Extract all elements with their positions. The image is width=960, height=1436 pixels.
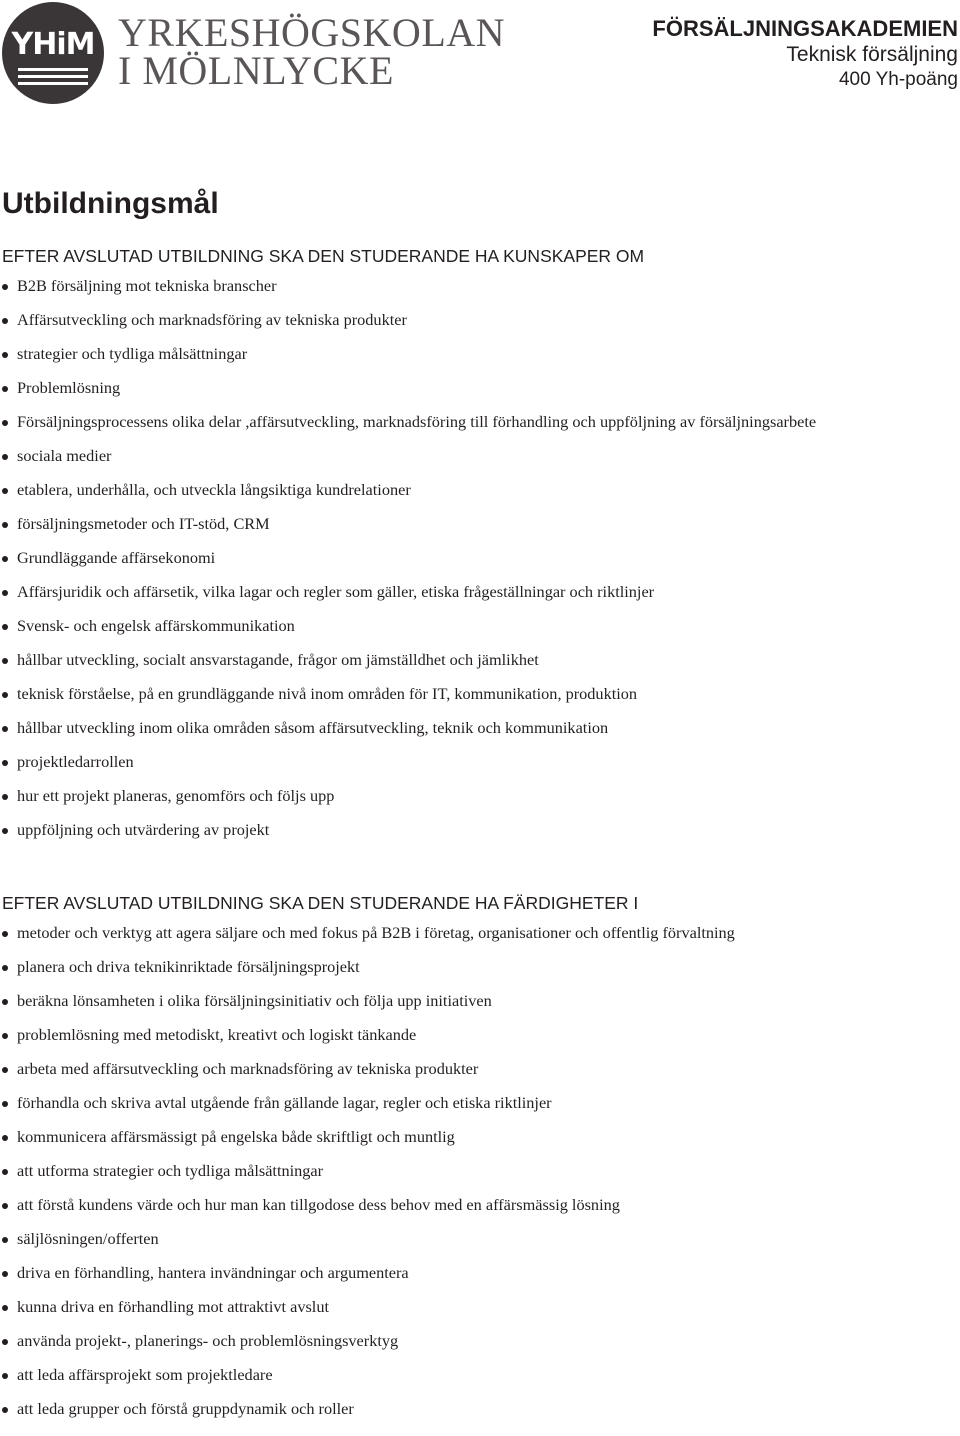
list-item xyxy=(0,446,960,483)
bullet-icon xyxy=(2,692,8,698)
bullet-icon xyxy=(2,1101,8,1107)
list-item-text: sociala medier xyxy=(17,446,112,465)
list-item xyxy=(0,1059,960,1096)
list-item xyxy=(0,1331,960,1368)
school-name-line2: I MÖLNLYCKE xyxy=(118,48,394,93)
program-info xyxy=(652,16,958,92)
list-item-text: säljlösningen/offerten xyxy=(17,1229,159,1248)
list-item-text: försäljningsmetoder och IT-stöd, CRM xyxy=(17,514,270,533)
list-item-text: planera och driva teknikinriktade försäljningsprojekt xyxy=(17,957,360,976)
section-heading-knowledge: EFTER AVSLUTAD UTBILDNING SKA DEN STUDERANDE HA KUNSKAPER OM xyxy=(2,246,645,266)
bullet-icon xyxy=(2,1033,8,1039)
bullet-icon xyxy=(2,488,8,494)
bullet-icon xyxy=(2,386,8,392)
list-item-text: driva en förhandling, hantera invändningar och argumentera xyxy=(17,1263,409,1282)
list-item xyxy=(0,1229,960,1266)
bullet-icon xyxy=(2,1339,8,1345)
list-item-text: att leda affärsprojekt som projektledare xyxy=(17,1365,273,1384)
bullet-icon xyxy=(2,794,8,800)
section-heading-skills: EFTER AVSLUTAD UTBILDNING SKA DEN STUDERANDE HA FÄRDIGHETER I xyxy=(2,893,639,913)
list-item-text: att förstå kundens värde och hur man kan tillgodose dess behov med en affärsmässig lösning xyxy=(17,1195,620,1214)
list-item-text: metoder och verktyg att agera säljare och med fokus på B2B i företag, organisationer och offentlig förvaltning xyxy=(17,923,735,942)
list-item xyxy=(0,344,960,381)
list-item-text: hållbar utveckling, socialt ansvarstagande, frågor om jämställdhet och jämlikhet xyxy=(17,650,539,669)
list-item-text: hållbar utveckling inom olika områden såsom affärsutveckling, teknik och kommunikation xyxy=(17,718,609,737)
bullet-icon xyxy=(2,1373,8,1379)
bullet-icon xyxy=(2,556,8,562)
list-item xyxy=(0,752,960,789)
list-item xyxy=(0,1399,960,1436)
list-item-text: beräkna lönsamheten i olika försäljningsinitiativ och följa upp initiativen xyxy=(17,991,492,1010)
school-name-line1: YRKESHÖGSKOLAN xyxy=(118,10,506,55)
program-points: 400 Yh-poäng xyxy=(838,69,958,90)
list-item xyxy=(0,923,960,960)
bullet-icon xyxy=(2,965,8,971)
list-item-text: B2B försäljning mot tekniska branscher xyxy=(17,276,277,295)
bullet-icon xyxy=(2,658,8,664)
list-item xyxy=(0,616,960,653)
list-item-text: strategier och tydliga målsättningar xyxy=(17,344,248,363)
bullet-icon xyxy=(2,828,8,834)
list-item-text: att utforma strategier och tydliga målsättningar xyxy=(17,1161,324,1180)
bullet-icon xyxy=(2,1237,8,1243)
bullet-icon xyxy=(2,1407,8,1413)
list-item-text: problemlösning med metodiskt, kreativt och logiskt tänkande xyxy=(17,1025,417,1044)
bullet-icon xyxy=(2,760,8,766)
list-item-text: Problemlösning xyxy=(17,378,121,397)
list-item xyxy=(0,412,960,449)
list-item xyxy=(0,582,960,619)
list-item xyxy=(0,514,960,551)
list-item xyxy=(0,1093,960,1130)
knowledge-list xyxy=(0,276,960,857)
bullet-icon xyxy=(2,1271,8,1277)
bullet-icon xyxy=(2,1067,8,1073)
list-item-text: Svensk- och engelsk affärskommunikation xyxy=(17,616,295,635)
bullet-icon xyxy=(2,454,8,460)
list-item xyxy=(0,1127,960,1164)
bullet-icon xyxy=(2,352,8,358)
list-item xyxy=(0,718,960,755)
list-item-text: kunna driva en förhandling mot attraktivt avslut xyxy=(17,1297,329,1316)
list-item-text: Affärsjuridik och affärsetik, vilka lagar och regler som gäller, etiska frågeställningar och riktlinjer xyxy=(17,582,655,601)
bullet-icon xyxy=(2,590,8,596)
list-item xyxy=(0,480,960,517)
list-item xyxy=(0,684,960,721)
list-item-text: uppföljning och utvärdering av projekt xyxy=(17,820,270,839)
bullet-icon xyxy=(2,1305,8,1311)
bullet-icon xyxy=(2,522,8,528)
bullet-icon xyxy=(2,318,8,324)
section-knowledge xyxy=(0,244,960,857)
list-item-text: att leda grupper och förstå gruppdynamik och roller xyxy=(17,1399,354,1418)
list-item xyxy=(0,650,960,687)
bullet-icon xyxy=(2,931,8,937)
list-item-text: teknisk förståelse, på en grundläggande nivå inom områden för IT, kommunikation, produktion xyxy=(17,684,638,703)
list-item xyxy=(0,548,960,585)
list-item xyxy=(0,310,960,347)
list-item xyxy=(0,820,960,857)
list-item xyxy=(0,1195,960,1232)
bullet-icon xyxy=(2,726,8,732)
bullet-icon xyxy=(2,624,8,630)
bullet-icon xyxy=(2,1135,8,1141)
list-item-text: Försäljningsprocessens olika delar ,affärsutveckling, marknadsföring till förhandling och uppföljning av försäljningsarbete xyxy=(17,412,817,431)
list-item-text: hur ett projekt planeras, genomförs och följs upp xyxy=(17,786,335,805)
bullet-icon xyxy=(2,284,8,290)
list-item-text: Affärsutveckling och marknadsföring av tekniska produkter xyxy=(17,310,407,329)
list-item-text: kommunicera affärsmässigt på engelska både skriftligt och muntlig xyxy=(17,1127,455,1146)
list-item xyxy=(0,1297,960,1334)
list-item-text: etablera, underhålla, och utveckla långsiktiga kundrelationer xyxy=(17,480,411,499)
list-item xyxy=(0,1263,960,1300)
list-item-text: projektledarrollen xyxy=(17,752,134,771)
page-title: Utbildningsmål xyxy=(2,187,219,220)
list-item xyxy=(0,1025,960,1062)
list-item-text: arbeta med affärsutveckling och marknadsföring av tekniska produkter xyxy=(17,1059,479,1078)
list-item xyxy=(0,1161,960,1198)
bullet-icon xyxy=(2,1203,8,1209)
page-header xyxy=(0,0,960,110)
school-logo xyxy=(2,2,104,104)
section-skills xyxy=(0,891,960,1436)
list-item xyxy=(0,991,960,1028)
skills-list xyxy=(0,923,960,1436)
list-item xyxy=(0,786,960,823)
list-item xyxy=(0,378,960,415)
school-name xyxy=(118,10,506,93)
list-item-text: använda projekt-, planerings- och problemlösningsverktyg xyxy=(17,1331,399,1350)
list-item xyxy=(0,1365,960,1402)
program-subtitle: Teknisk försäljning xyxy=(786,43,958,66)
list-item xyxy=(0,957,960,994)
logo-stripes xyxy=(18,68,88,89)
list-item-text: Grundläggande affärsekonomi xyxy=(17,548,216,567)
bullet-icon xyxy=(2,999,8,1005)
bullet-icon xyxy=(2,420,8,426)
logo-text: YHiM xyxy=(11,27,95,62)
program-title: FÖRSÄLJNINGSAKADEMIEN xyxy=(652,16,958,41)
list-item-text: förhandla och skriva avtal utgående från gällande lagar, regler och etiska riktlinjer xyxy=(17,1093,552,1112)
list-item xyxy=(0,276,960,313)
bullet-icon xyxy=(2,1169,8,1175)
